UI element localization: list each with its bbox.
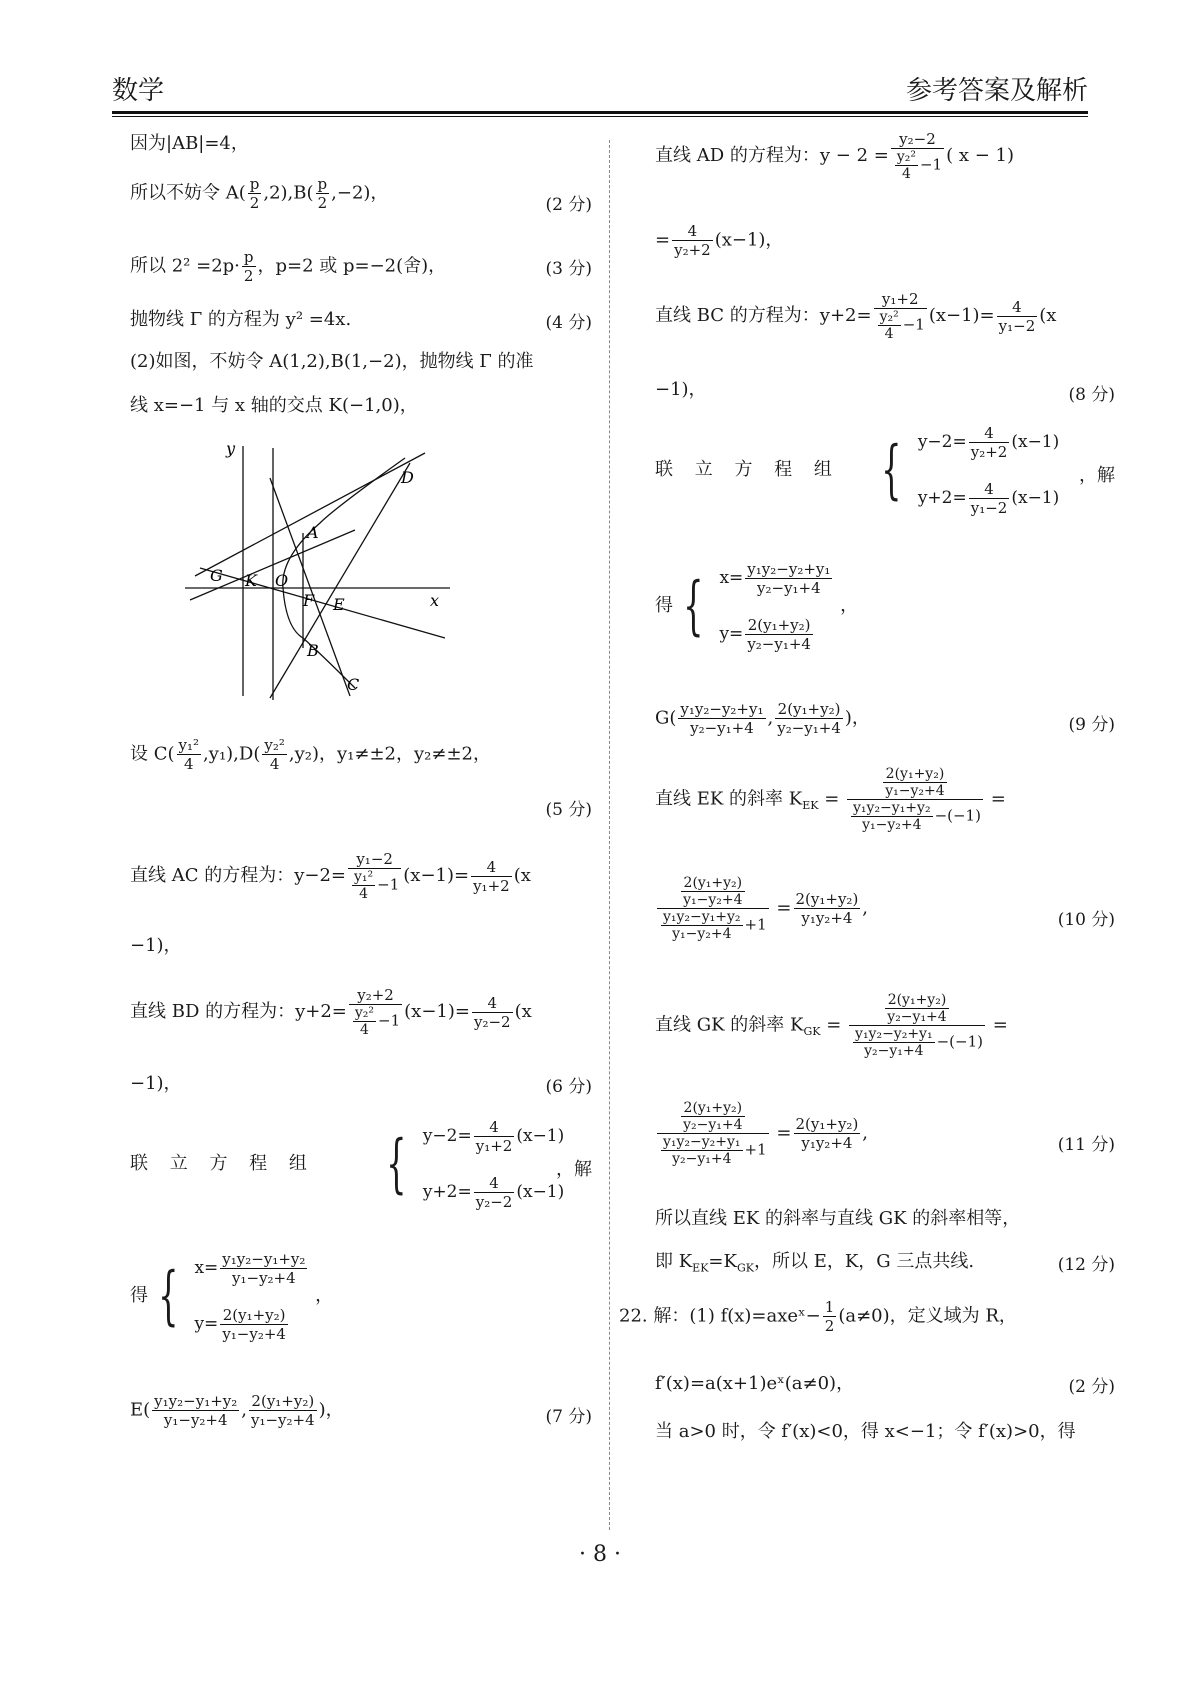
score: (11 分) <box>1057 1135 1115 1155</box>
slope-GK: 直线 GK 的斜率 $K_{GK}$ = $\frac{\text{2(y₁+y₂)}}{\text{y₂−y₁+4}}$ $\frac{\text{y₁y₂−y₂+y₁}}{\text{y₂−y₁+4}}$ −(−1) = <box>655 992 1008 1059</box>
question-22-line: 22. 解：(1) f(x)=axeˣ− $\frac{1}{2}$ (a≠0)，定义域为 R， <box>619 1298 1017 1335</box>
text-line: 抛物线 Γ 的方程为 y² =4x. <box>130 309 352 330</box>
math-line: 所以 2² =2p· $\frac{p}{2}$ ，p=2 或 p=−2(舍)， <box>130 248 447 285</box>
text-line: 因为|AB|=4， <box>130 133 249 154</box>
page-number: · 8 · <box>579 1542 621 1567</box>
slope-GK-simplified: $\frac{\text{2(y₁+y₂)}}{\text{y₂−y₁+4}}$ $\frac{\text{y₁y₂−y₂+y₁}}{\text{y₂−y₁+4}}$ +1 = $\frac{\text{2(y₁+y₂)}}{\text{y₁y₂+4}}$ , <box>655 1100 1115 1167</box>
conclusion-line: 即 $K_{EK}=K_{GK}$，所以 E，K，G 三点共线. <box>655 1251 975 1275</box>
point-G-coords: G( $\frac{\text{y₁y₂−y₂+y₁}}{\text{y₂−y₁+4}}$ , $\frac{\text{2(y₁+y₂)}}{\text{y₂−y₁+4}}$ )， <box>655 700 870 737</box>
text-line: 线 x=−1 与 x 轴的交点 K(−1,0)， <box>130 395 418 416</box>
point-K: K <box>245 571 257 590</box>
math-line: 直线 AD 的方程为：y − 2 = y₂−2 $\frac{\text{y₂²}}{4}$ −1 ( x − 1) <box>655 130 1014 182</box>
math-line: 直线 BD 的方程为：y+2= y₂+2 $\frac{\text{y₂²}}{4}$ −1 (x−1)= $\frac{4}{\text{y₂−2}}$ (x <box>130 986 532 1038</box>
point-O: O <box>275 571 289 590</box>
point-F: F <box>303 591 315 610</box>
math-line: 所以不妨令 A( $\frac{p}{2}$ ,2),B( $\frac{p}{2}$ ,−2)， <box>130 175 389 212</box>
point-C: C <box>347 675 360 694</box>
score: (5 分) <box>545 800 592 820</box>
point-G: G <box>210 566 223 585</box>
score: (2 分) <box>1068 1377 1115 1397</box>
header-rule-thin <box>112 116 1088 117</box>
slope-EK-simplified: $\frac{\text{2(y₁+y₂)}}{\text{y₁−y₂+4}}$ $\frac{\text{y₁y₂−y₁+y₂}}{\text{y₁−y₂+4}}$ +1 = $\frac{\text{2(y₁+y₂)}}{\text{y₁y₂+4}}$ , <box>655 875 1115 942</box>
y-axis-label: y <box>226 439 236 458</box>
math-line: 直线 BC 的方程为：y+2= y₁+2 $\frac{\text{y₂²}}{4}$ −1 (x−1)= $\frac{4}{\text{y₁−2}}$ (x <box>655 290 1057 342</box>
text-line: (2)如图，不妨令 A(1,2),B(1,−2)，抛物线 Γ 的准 <box>130 351 534 372</box>
math-line: = $\frac{4}{\text{y₂+2}}$ (x−1)， <box>655 222 784 259</box>
subject-title: 数学 <box>112 76 165 106</box>
point-B: B <box>307 641 319 660</box>
score: (9 分) <box>1068 715 1115 735</box>
slope-EK: 直线 EK 的斜率 $K_{EK}$ = $\frac{\text{2(y₁+y₂)}}{\text{y₁−y₂+4}}$ $\frac{\text{y₁y₂−y₁+y₂}}{\text{y₁−y₂+4}}$ −(−1) = <box>655 766 1006 833</box>
point-E-coords: E( $\frac{\text{y₁y₂−y₁+y₂}}{\text{y₁−y₂+4}}$ , $\frac{\text{2(y₁+y₂)}}{\text{y₁−y₂+4}}$ )， <box>130 1392 344 1429</box>
equation-system: 联 立 方 程 组 { y−2= $\frac{4}{\text{y₁+2}}$ (x−1) y+2= $\frac{4}{\text{y₂−2}}$ (x−1) ，解 <box>130 1117 592 1211</box>
solution-system: 得 { x= $\frac{\text{y₁y₂−y₁+y₂}}{\text{y₁−y₂+4}}$ y= $\frac{\text{2(y₁+y₂)}}{\text{y₁−y₂+4}}$ ， <box>130 1249 334 1343</box>
score: (4 分) <box>545 313 592 333</box>
point-E: E <box>333 595 345 614</box>
text-line: −1)， <box>130 935 182 956</box>
math-line: 直线 AC 的方程为：y−2= y₁−2 $\frac{\text{y₁²}}{4}$ −1 (x−1)= $\frac{4}{\text{y₁+2}}$ (x <box>130 850 531 902</box>
score: (12 分) <box>1057 1255 1115 1275</box>
text-line: 所以直线 EK 的斜率与直线 GK 的斜率相等， <box>655 1208 1021 1229</box>
text-line: f′(x)=a(x+1)eˣ(a≠0)， <box>655 1373 855 1394</box>
math-line: 设 C( $\frac{\text{y₁²}}{4}$ ,y₁),D( $\frac{\text{y₂²}}{4}$ ,y₂)，y₁≠±2，y₂≠±2， <box>130 736 492 773</box>
point-D: D <box>401 468 414 487</box>
solution-system: 得 { x= $\frac{\text{y₁y₂−y₂+y₁}}{\text{y₂−y₁+4}}$ y= $\frac{\text{2(y₁+y₂)}}{\text{y₂−y₁+4}}$ ， <box>655 559 859 653</box>
parabola-figure <box>185 438 460 708</box>
score: (8 分) <box>1068 385 1115 405</box>
point-A: A <box>307 523 319 542</box>
text-line: 当 a>0 时，令 f′(x)<0，得 x<−1；令 f′(x)>0，得 <box>655 1421 1076 1442</box>
x-axis-label: x <box>430 591 440 610</box>
header-rule <box>112 111 1088 114</box>
section-title: 参考答案及解析 <box>905 76 1088 106</box>
score: (7 分) <box>545 1407 592 1427</box>
score: (10 分) <box>1057 910 1115 930</box>
score: (3 分) <box>545 259 592 279</box>
equation-system: 联 立 方 程 组 { y−2= $\frac{4}{\text{y₂+2}}$ (x−1) y+2= $\frac{4}{\text{y₁−2}}$ (x−1) ，解 <box>655 423 1115 517</box>
page-header <box>112 70 1088 110</box>
score: (6 分) <box>545 1077 592 1097</box>
score: (2 分) <box>545 195 592 215</box>
column-divider <box>609 140 610 1530</box>
text-line: −1)， <box>130 1073 182 1094</box>
text-line: −1)， <box>655 379 707 400</box>
